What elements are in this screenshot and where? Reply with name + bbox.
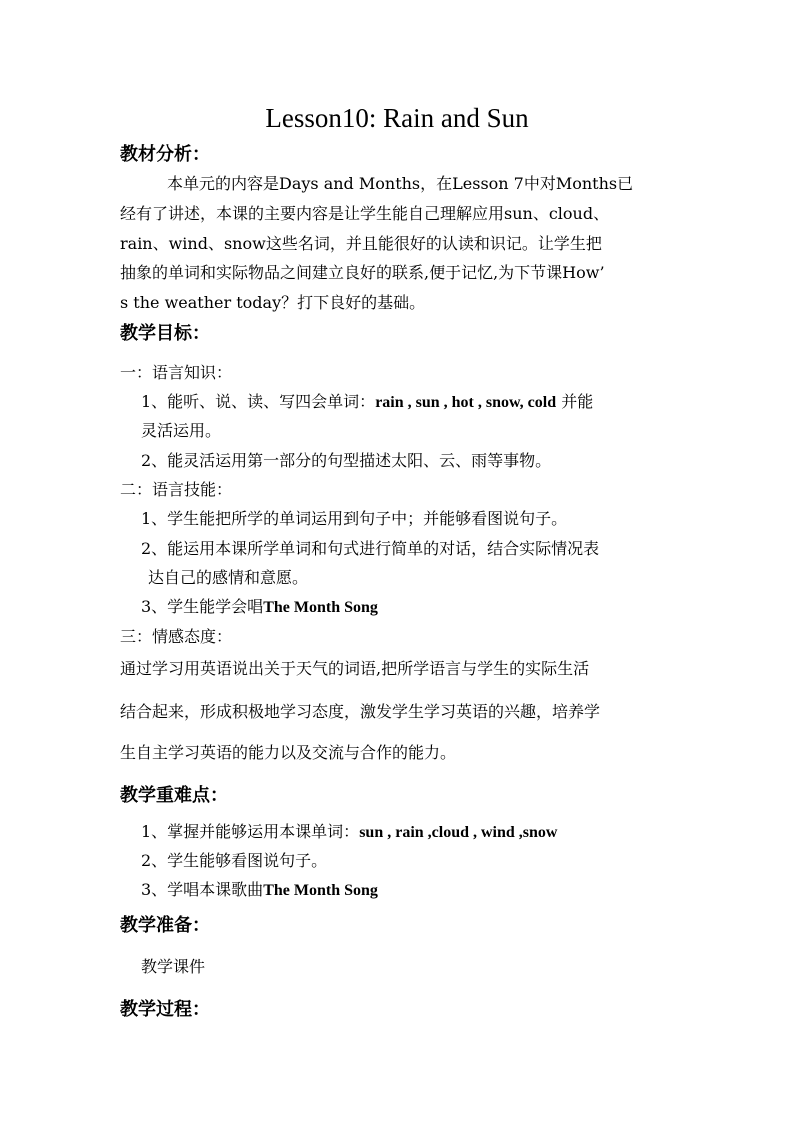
goals-section1-item2: 2、能灵活运用第一部分的句型描述太阳、云、雨等事物。 [141,451,552,470]
keypoints-item1-text: 1、掌握并能够运用本课单词： [141,822,360,841]
goals-section3-label: 三：情感态度： [120,627,233,646]
goals-section2-item3-text: 3、学生能学会唱 [141,597,264,616]
preparation-content: 教学课件 [141,957,206,976]
goals-section1-item1-text: 1、能听、说、读、写四会单词： [141,392,376,411]
goals-section1-item1-cont: 灵活运用。 [141,421,222,440]
goals-section1-item1-words: rain , sun , hot , snow, cold [375,394,557,411]
keypoints-item3-song: The Month Song [263,882,378,899]
process-heading: 教学过程： [120,999,210,1020]
goals-section3-line-2: 结合起来，形成积极地学习态度，激发学生学习英语的兴趣，培养学 [120,702,601,721]
analysis-line-2: 经有了讲述，本课的主要内容是让学生能自己理解应用sun、cloud、 [120,204,610,223]
analysis-line-5: s the weather today？打下良好的基础。 [120,293,426,312]
analysis-line-4: 抽象的单词和实际物品之间建立良好的联系,便于记忆,为下节课How’ [120,263,605,282]
page-title: Lesson10: Rain and Sun [265,103,529,133]
keypoints-heading: 教学重难点： [120,785,228,806]
goals-section1-label: 一：语言知识： [120,363,233,382]
goals-section2-item3-song: The Month Song [263,599,378,616]
analysis-line-1: 本单元的内容是Days and Months，在Lesson 7中对Months已 [167,174,634,193]
keypoints-item1 [141,821,557,844]
goals-section1-item1 [141,391,593,414]
goals-section3-line-3: 生自主学习英语的能力以及交流与合作的能力。 [120,743,457,762]
goals-section3-line-1: 通过学习用英语说出关于天气的词语,把所学语言与学生的实际生活 [120,659,590,678]
keypoints-item3-text: 3、学唱本课歌曲 [141,880,264,899]
keypoints-item3 [141,879,378,902]
analysis-heading: 教材分析： [120,144,210,165]
goals-section2-item2: 2、能运用本课所学单词和句式进行简单的对话，结合实际情况表 [141,539,600,558]
goals-section1-item1-tail: 并能 [556,392,594,411]
preparation-heading: 教学准备： [120,915,210,936]
goals-section2-item3 [141,596,378,619]
goals-section2-item2-cont: 达自己的感情和意愿。 [148,568,309,587]
goals-section2-item1: 1、学生能把所学的单词运用到句子中；并能够看图说句子。 [141,509,568,528]
keypoints-item2: 2、学生能够看图说句子。 [141,851,328,870]
goals-heading: 教学目标： [120,323,210,344]
analysis-line-3: rain、wind、snow这些名词，并且能很好的认读和识记。让学生把 [120,234,602,253]
keypoints-item1-words: sun , rain ,cloud , wind ,snow [359,824,558,841]
goals-section2-label: 二：语言技能： [120,480,233,499]
